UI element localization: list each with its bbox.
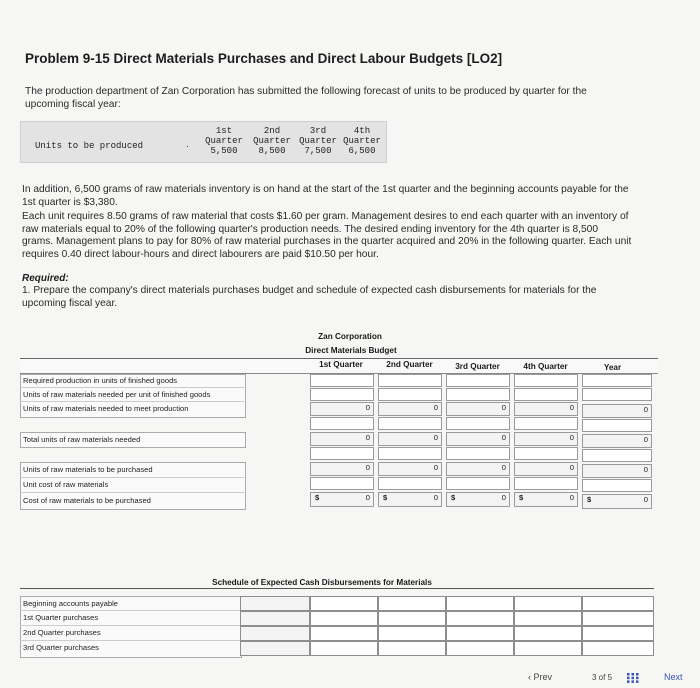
q3-beginning-inventory-input[interactable]: [446, 447, 510, 460]
page-indicator: 3 of 5: [592, 673, 613, 682]
q4-units-per-unit-input[interactable]: [514, 388, 578, 401]
q2-cost-purchased-value: $ 0: [378, 492, 442, 507]
q3-total-needed-value: 0: [446, 432, 510, 446]
schedule-cell-r2-q1[interactable]: [310, 611, 378, 626]
year-units-needed-value: 0: [582, 404, 652, 418]
row-label-units-per-unit: Units of raw materials needed per unit of finished goods: [23, 390, 211, 399]
grid-menu-icon[interactable]: [627, 670, 639, 680]
schedule-row-q3-purchases: 3rd Quarter purchases: [23, 643, 99, 652]
intro-text: [25, 86, 587, 111]
schedule-cell-r2-label-extra: [240, 611, 310, 626]
q1-unit-cost-input[interactable]: [310, 477, 374, 490]
quarter-4-header: 4th Quarter 6,500: [343, 126, 381, 156]
year-desired-ending-input[interactable]: [582, 419, 652, 432]
required-heading: Required:: [22, 273, 69, 284]
intro-line-1: The production department of Zan Corporation has submitted the following forecast of units to be produced by quarter for the: [25, 86, 587, 97]
schedule-cell-r3-q3[interactable]: [446, 626, 514, 641]
q2-units-purchased-value: 0: [378, 462, 442, 476]
q4-required-production-input[interactable]: [514, 374, 578, 387]
schedule-row-beginning-ap: Beginning accounts payable: [23, 599, 118, 608]
row-label-units-needed: Units of raw materials needed to meet production: [23, 404, 189, 413]
schedule-row-q2-purchases: 2nd Quarter purchases: [23, 628, 101, 637]
next-button[interactable]: Next: [664, 672, 683, 682]
schedule-cell-r1-q1[interactable]: [310, 596, 378, 611]
budget-title: Direct Materials Budget: [305, 346, 397, 355]
schedule-cell-r4-q2[interactable]: [378, 641, 446, 656]
inventory-paragraph: In addition, 6,500 grams of raw materials inventory is on hand at the start of the 1st quarter and the beginning accounts payable for the 1st quarter is $3,380.: [22, 184, 629, 208]
q3-units-needed-value: 0: [446, 402, 510, 416]
bullet-glyph: ·: [186, 141, 189, 151]
schedule-cell-r1-q3[interactable]: [446, 596, 514, 611]
units-forecast-table: [20, 121, 387, 163]
intro-line-2: upcoming fiscal year:: [25, 98, 121, 110]
year-units-purchased-value: 0: [582, 464, 652, 478]
schedule-cell-r3-q2[interactable]: [378, 626, 446, 641]
schedule-cell-r3-q4[interactable]: [514, 626, 582, 641]
q4-units-needed-value: 0: [514, 402, 578, 416]
schedule-cell-r3-year[interactable]: [582, 626, 654, 641]
row-label-total-needed: Total units of raw materials needed: [23, 435, 141, 444]
row-label-units-purchased: Units of raw materials to be purchased: [23, 465, 153, 474]
q4-unit-cost-input[interactable]: [514, 477, 578, 490]
row-label-cost-purchased: Cost of raw materials to be purchased: [23, 496, 151, 505]
assumptions-paragraph: Each unit requires 8.50 grams of raw material that costs $1.60 per gram. Management desires to end each quarter with an inventory of raw materials equal to 20% of the following quarter's production needs. The desired ending inventory for the 4th quarter is 8,500 grams. Management plans to pay for 80% of raw material purchases in the quarter acquired and 20% in the following quarter. Each unit requires 0.40 direct labour-hours and direct labourers are paid $10.50 per hour.: [22, 211, 632, 260]
problem-title: Problem 9-15 Direct Materials Purchases and Direct Labour Budgets [LO2]: [25, 51, 503, 66]
year-total-needed-value: 0: [582, 434, 652, 448]
col-header-q2: 2nd Quarter: [386, 360, 433, 369]
col-header-q3: 3rd Quarter: [455, 362, 500, 371]
schedule-cell-r2-q4[interactable]: [514, 611, 582, 626]
q1-desired-ending-input[interactable]: [310, 417, 374, 430]
schedule-cell-r4-q4[interactable]: [514, 641, 582, 656]
requirement-1-text: 1. Prepare the company's direct materials purchases budget and schedule of expected cash disbursements for materials for the upcoming fiscal year.: [22, 285, 597, 309]
year-required-production-input[interactable]: [582, 374, 652, 387]
budget-company: Zan Corporation: [318, 332, 382, 341]
q1-beginning-inventory-input[interactable]: [310, 447, 374, 460]
col-header-q1: 1st Quarter: [319, 360, 363, 369]
q4-total-needed-value: 0: [514, 432, 578, 446]
schedule-cell-r1-q2[interactable]: [378, 596, 446, 611]
schedule-cell-r3-label-extra: [240, 626, 310, 641]
q4-beginning-inventory-input[interactable]: [514, 447, 578, 460]
col-header-q4: 4th Quarter: [523, 362, 568, 371]
schedule-cell-r1-q4[interactable]: [514, 596, 582, 611]
q4-desired-ending-input[interactable]: [514, 417, 578, 430]
q2-unit-cost-input[interactable]: [378, 477, 442, 490]
q1-units-purchased-value: 0: [310, 462, 374, 476]
q3-units-purchased-value: 0: [446, 462, 510, 476]
q2-desired-ending-input[interactable]: [378, 417, 442, 430]
prev-button[interactable]: ‹ Prev: [528, 672, 553, 682]
q1-units-needed-value: 0: [310, 402, 374, 416]
q3-unit-cost-input[interactable]: [446, 477, 510, 490]
q2-total-needed-value: 0: [378, 432, 442, 446]
quarter-2-header: 2nd Quarter 8,500: [253, 126, 291, 156]
schedule-cell-r4-q1[interactable]: [310, 641, 378, 656]
schedule-cell-r2-q2[interactable]: [378, 611, 446, 626]
chevron-left-icon: ‹: [528, 672, 531, 682]
year-beginning-inventory-input[interactable]: [582, 449, 652, 462]
schedule-row-q1-purchases: 1st Quarter purchases: [23, 613, 99, 622]
q1-units-per-unit-input[interactable]: [310, 388, 374, 401]
schedule-cell-r3-q1[interactable]: [310, 626, 378, 641]
q3-desired-ending-input[interactable]: [446, 417, 510, 430]
row-label-unit-cost: Unit cost of raw materials: [23, 480, 109, 489]
schedule-cell-r2-q3[interactable]: [446, 611, 514, 626]
quarter-3-header: 3rd Quarter 7,500: [299, 126, 337, 156]
q2-required-production-input[interactable]: [378, 374, 442, 387]
units-row-label: Units to be produced: [35, 141, 144, 151]
schedule-cell-r4-label-extra: [240, 641, 310, 656]
schedule-cell-r4-year[interactable]: [582, 641, 654, 656]
q3-units-per-unit-input[interactable]: [446, 388, 510, 401]
q2-units-per-unit-input[interactable]: [378, 388, 442, 401]
row-label-required-production: Required production in units of finished goods: [23, 376, 178, 385]
quarter-1-header: 1st Quarter 5,500: [205, 126, 243, 156]
q3-required-production-input[interactable]: [446, 374, 510, 387]
q4-units-purchased-value: 0: [514, 462, 578, 476]
q4-cost-purchased-value: $ 0: [514, 492, 578, 507]
schedule-cell-r1-label-extra: [240, 596, 310, 611]
col-header-year: Year: [603, 363, 622, 372]
year-units-per-unit-input[interactable]: [582, 388, 652, 401]
q1-total-needed-value: 0: [310, 432, 374, 446]
q2-units-needed-value: 0: [378, 402, 442, 416]
schedule-cell-r4-q3[interactable]: [446, 641, 514, 656]
schedule-cell-r1-year[interactable]: [582, 596, 654, 611]
schedule-cell-r2-year[interactable]: [582, 611, 654, 626]
q3-cost-purchased-value: $ 0: [446, 492, 510, 507]
year-unit-cost-input[interactable]: [582, 479, 652, 492]
year-cost-purchased-value: $ 0: [582, 494, 652, 509]
q1-cost-purchased-value: $ 0: [310, 492, 374, 507]
q1-required-production-input[interactable]: [310, 374, 374, 387]
schedule-title: Schedule of Expected Cash Disbursements for Materials: [212, 578, 432, 587]
q2-beginning-inventory-input[interactable]: [378, 447, 442, 460]
